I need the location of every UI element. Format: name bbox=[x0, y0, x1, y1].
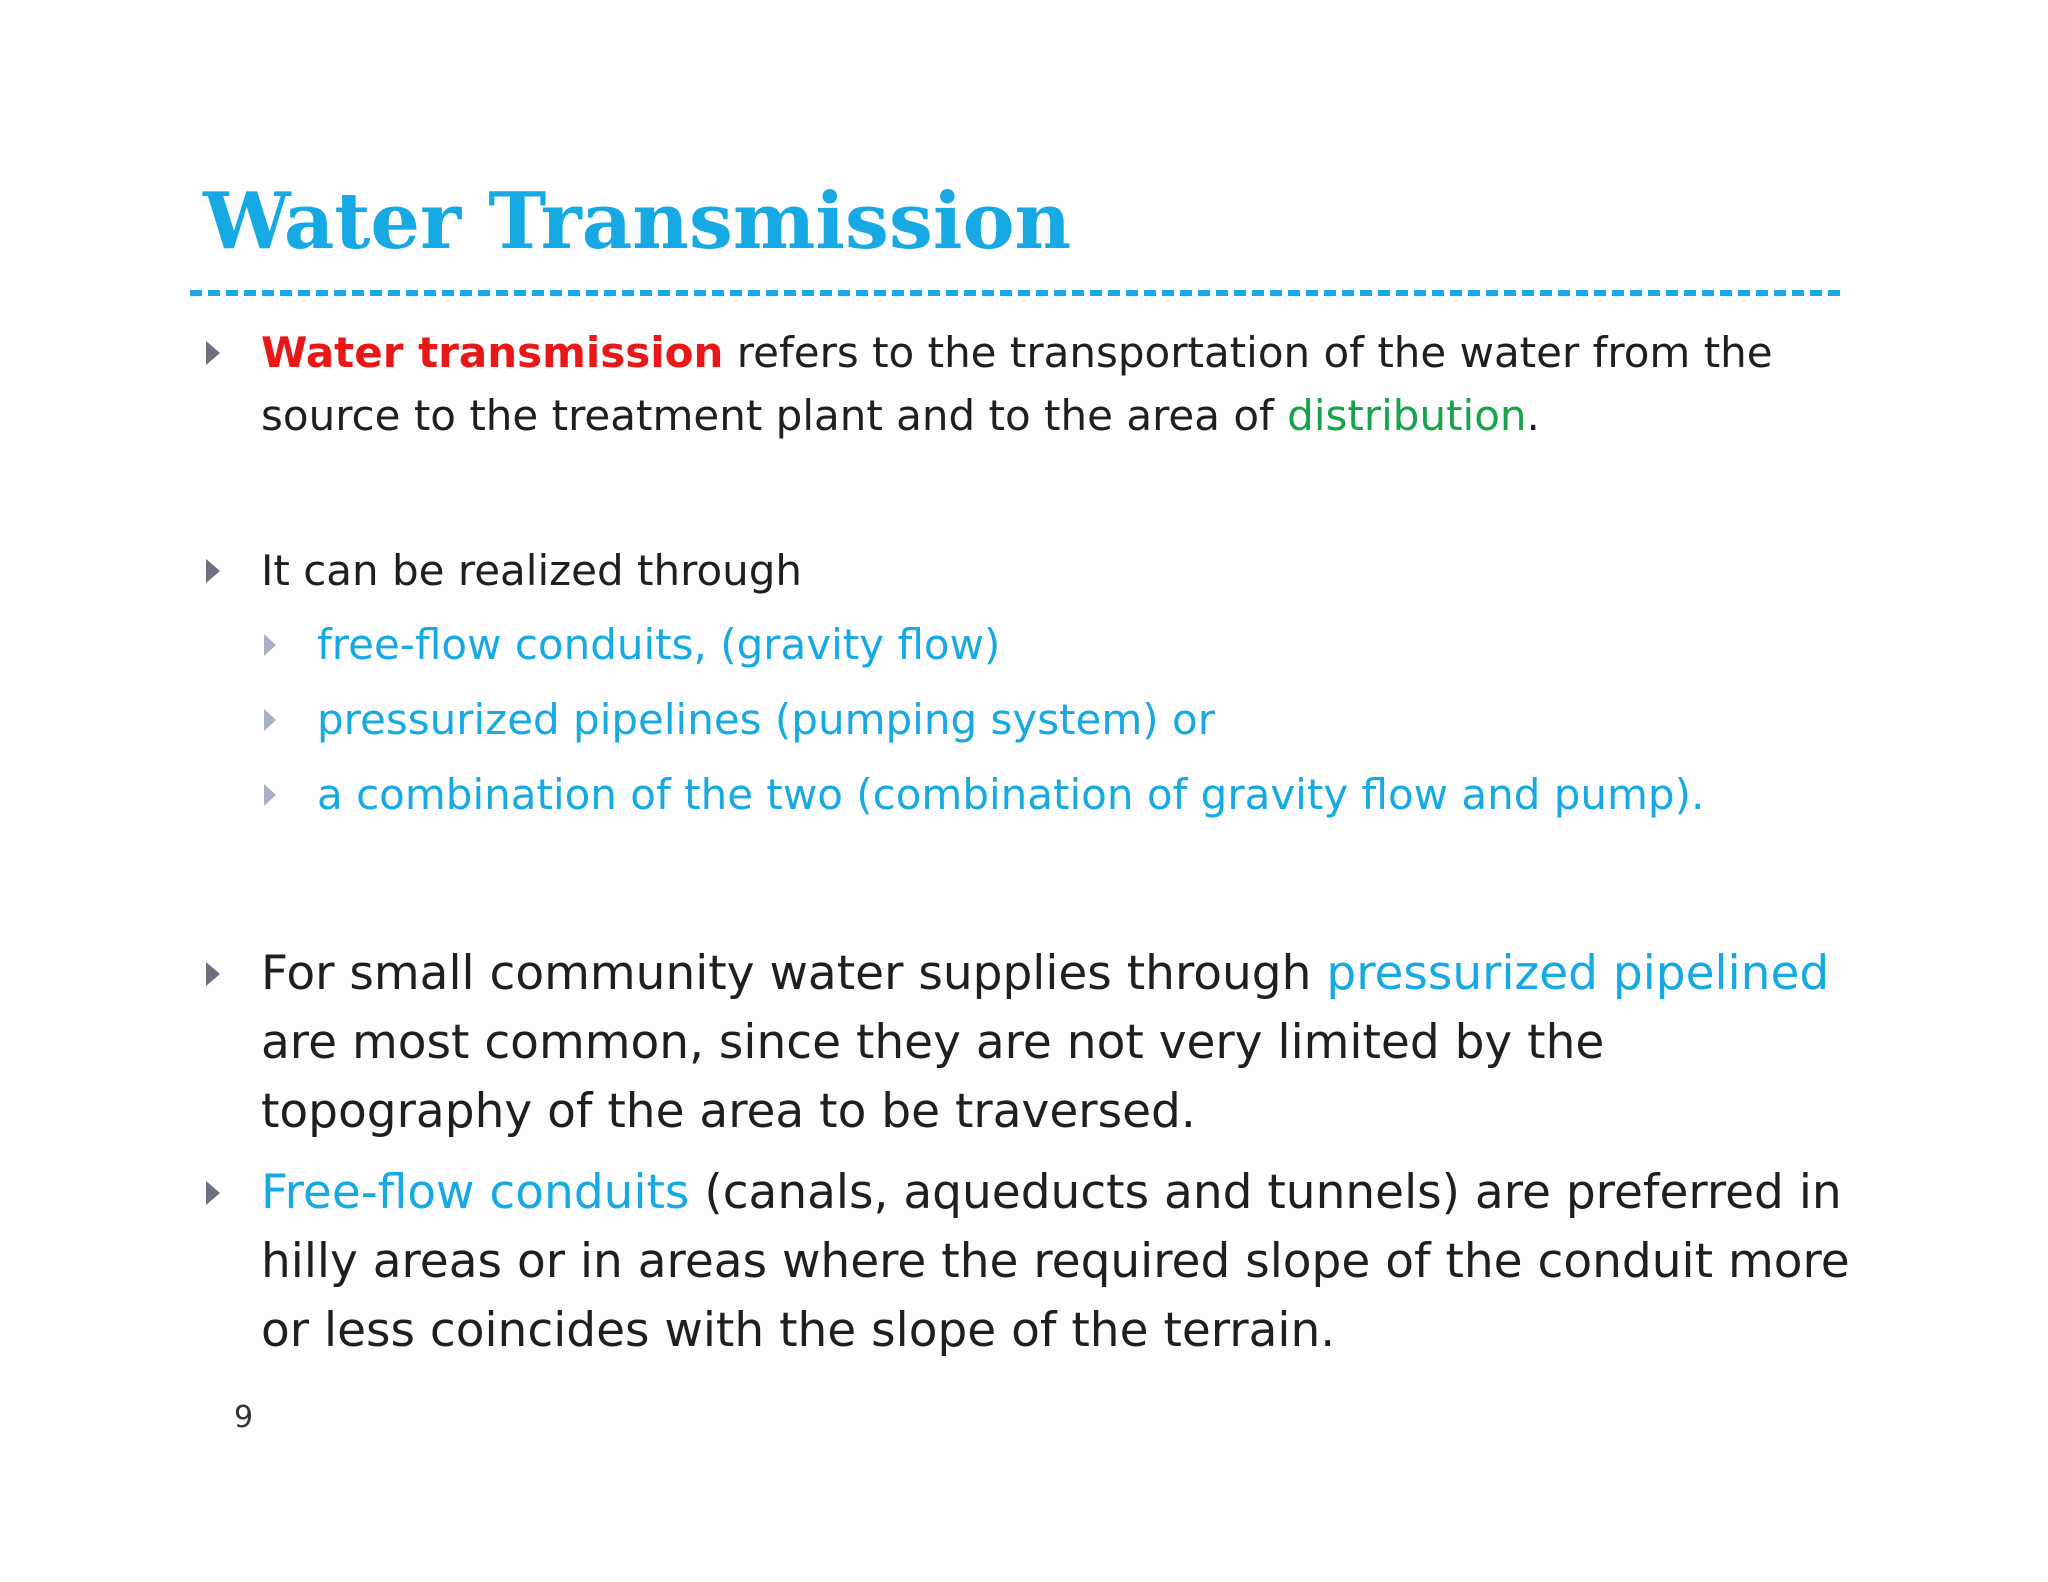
sub-bullet-arrow-icon bbox=[264, 634, 276, 656]
bullet-1-line1-rest: refers to the transportation of the water from the bbox=[723, 328, 1773, 377]
bullet-arrow-icon bbox=[206, 1181, 220, 1205]
slide-title: Water Transmission bbox=[203, 176, 1072, 267]
sub-item-combination: a combination of the two (combination of gravity flow and pump). bbox=[317, 770, 1705, 819]
bullet-1-line2-before: source to the treatment plant and to the area of bbox=[261, 391, 1288, 440]
sub-item-pressurized: pressurized pipelines (pumping system) or bbox=[317, 695, 1215, 744]
sub-item-free-flow: free-flow conduits, (gravity flow) bbox=[317, 620, 1001, 669]
bullet-1-text bbox=[261, 321, 1773, 447]
bullet-4-line1-after: (canals, aqueducts and tunnels) are preferred in bbox=[689, 1165, 1842, 1220]
bullet-3-text bbox=[261, 939, 1829, 1146]
term-pressurized-pipelined: pressurized pipelined bbox=[1326, 946, 1830, 1001]
bullet-1-line2-after: . bbox=[1526, 391, 1540, 440]
bullet-3-line1-before: For small community water supplies through bbox=[261, 946, 1327, 1001]
bullet-4-text bbox=[261, 1158, 1850, 1365]
sub-bullet-arrow-icon bbox=[264, 709, 276, 731]
page-number: 9 bbox=[234, 1400, 254, 1435]
bullet-arrow-icon bbox=[206, 341, 220, 365]
term-free-flow-conduits: Free-flow conduits bbox=[261, 1165, 690, 1220]
bullet-2-text: It can be realized through bbox=[261, 546, 803, 595]
bullet-4-line3: or less coincides with the slope of the terrain. bbox=[261, 1303, 1336, 1358]
title-divider bbox=[190, 290, 1840, 296]
term-distribution: distribution bbox=[1287, 391, 1527, 440]
bullet-4-line2: hilly areas or in areas where the required slope of the conduit more bbox=[261, 1234, 1850, 1289]
bullet-arrow-icon bbox=[206, 962, 220, 986]
bullet-3-line2: are most common, since they are not very limited by the bbox=[261, 1015, 1605, 1070]
bullet-3-line3: topography of the area to be traversed. bbox=[261, 1084, 1196, 1139]
sub-bullet-arrow-icon bbox=[264, 784, 276, 806]
bullet-arrow-icon bbox=[206, 559, 220, 583]
term-water-transmission: Water transmission bbox=[261, 328, 724, 377]
